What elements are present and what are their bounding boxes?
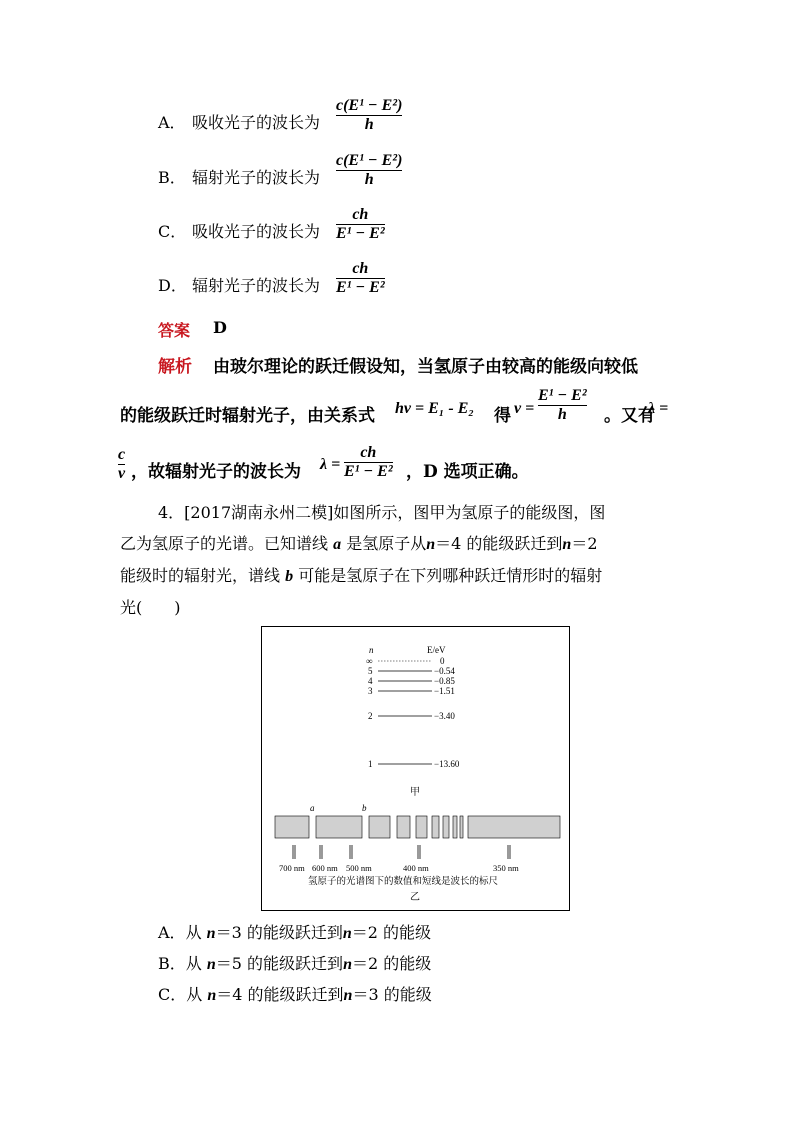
hydrogen-figure [261, 626, 570, 911]
question-4-line4: 光( ) [120, 598, 181, 617]
line-a-var: a [333, 536, 342, 553]
relation-formula: hν = E₁ - E₂ [395, 400, 474, 417]
explanation-line1: 由玻尔理论的跃迁假设知，当氢原子由较高的能级向较低 [213, 357, 638, 377]
option-b-fraction [336, 152, 402, 189]
explanation-line2-a: 的能级跃迁时辐射光子，由关系式 [120, 406, 375, 426]
spectrum-band [397, 816, 410, 838]
n-var: n [562, 536, 572, 553]
level-e-5: −0.54 [434, 666, 455, 676]
spectrum-band [316, 816, 362, 838]
scale-label-400: 400 nm [403, 863, 429, 873]
n-var: n [343, 956, 352, 973]
option-a-numerator: c(E¹ − E²) [336, 97, 403, 114]
lambda-fraction [344, 444, 393, 481]
q4-option-b-pre: 从 [185, 954, 202, 973]
level-n-inf: ∞ [366, 656, 373, 666]
answer-value: D [213, 318, 227, 337]
option-b-denominator: h [364, 171, 374, 188]
nu-numerator: E¹ − E² [538, 387, 587, 404]
nu-denominator: h [557, 406, 567, 423]
level-e-1: −13.60 [434, 759, 460, 769]
explanation-line3-b: ，D 选项正确。 [406, 462, 529, 482]
option-c-fraction [336, 206, 385, 243]
level-header-e: E/eV [427, 645, 446, 655]
hydrogen-figure-svg [262, 627, 569, 910]
option-c-letter: C． [158, 222, 187, 241]
spectrum-band [453, 816, 457, 838]
question-4-line2 [120, 529, 598, 560]
level-n-4: 4 [368, 676, 373, 686]
scale-markers [293, 845, 510, 859]
level-e-4: −0.85 [434, 676, 455, 686]
q4-option-c-letter: C． [158, 985, 187, 1004]
q4-option-b-letter: B． [158, 954, 186, 973]
answer-label: 答案 [158, 321, 191, 340]
scale-label-500: 500 nm [346, 863, 372, 873]
level-n-1: 1 [368, 759, 373, 769]
question-4-line2-d: ＝2 [571, 534, 598, 553]
spectrum-band [369, 816, 390, 838]
q4-option-a-letter: A． [158, 923, 186, 942]
question-4-line3-a: 能级时的辐射光，谱线 [120, 566, 281, 585]
lambda-numerator: ch [360, 444, 377, 461]
spectrum-band [275, 816, 309, 838]
option-b-letter: B． [158, 168, 186, 187]
question-4-line2-b: 是氢原子从 [346, 534, 427, 553]
lambda-denominator: E¹ − E² [344, 463, 393, 480]
explanation-line2-c: 。又有 [604, 406, 655, 426]
spectrum-caption: 氢原子的光谱图下的数值和短线是波长的标尺 [308, 877, 499, 887]
scale-label-350: 350 nm [493, 863, 519, 873]
level-header-n: n [369, 645, 374, 655]
spectrum-bands [275, 816, 560, 838]
scale-label-700: 700 nm [279, 863, 305, 873]
spectrum-band [432, 816, 439, 838]
question-4-line3 [120, 561, 602, 592]
q4-option-a-post: ＝2 的能级 [351, 923, 432, 942]
n-var: n [207, 987, 217, 1004]
q4-option-c-post: ＝3 的能级 [352, 985, 432, 1004]
nu-denominator-2: ν [118, 465, 126, 482]
lambda-equals-1: λ = [648, 400, 669, 417]
label-jia: 甲 [410, 787, 420, 798]
option-a-letter: A． [158, 113, 186, 132]
spectrum-band [460, 816, 463, 838]
spectrum-label-b: b [362, 803, 367, 813]
option-d-text: 辐射光子的波长为 [192, 276, 321, 295]
option-a-fraction [336, 97, 402, 134]
option-c-text: 吸收光子的波长为 [192, 222, 321, 241]
lambda-equals-2: λ = [320, 456, 341, 473]
nu-equals: ν = [514, 400, 535, 417]
explanation-line2-de: 得 [494, 406, 511, 426]
c-over-nu-fraction [118, 446, 125, 483]
explanation-label: 解析 [158, 357, 192, 377]
question-4-line3-b: 可能是氢原子在下列哪种跃迁情形时的辐射 [298, 566, 603, 585]
level-e-inf: 0 [440, 656, 445, 666]
option-b-numerator: c(E¹ − E²) [336, 152, 403, 169]
explanation-line3-a: ，故辐射光子的波长为 [131, 462, 301, 482]
spectrum-band [468, 816, 560, 838]
level-n-2: 2 [368, 711, 373, 721]
option-d-numerator: ch [352, 260, 369, 277]
spectrum-band [416, 816, 427, 838]
q4-option-a [158, 918, 431, 949]
q4-option-c-mid: ＝4 的能级跃迁到 [216, 985, 344, 1004]
n-var: n [206, 956, 216, 973]
q4-option-c [158, 980, 432, 1011]
n-var: n [206, 925, 216, 942]
q4-option-c-pre: 从 [186, 985, 203, 1004]
nu-fraction [538, 387, 587, 424]
option-b-text: 辐射光子的波长为 [192, 168, 321, 187]
option-d-denominator: E¹ − E² [336, 279, 385, 296]
level-e-3: −1.51 [434, 686, 455, 696]
option-d-fraction [336, 260, 385, 297]
n-var: n [343, 987, 353, 1004]
option-a-denominator: h [364, 116, 374, 133]
q4-option-a-mid: ＝3 的能级跃迁到 [215, 923, 343, 942]
question-4-line2-c: ＝4 的能级跃迁到 [435, 534, 563, 553]
scale-label-600: 600 nm [312, 863, 338, 873]
option-c-denominator: E¹ − E² [336, 225, 385, 242]
n-var: n [426, 536, 436, 553]
spectrum-label-a: a [310, 803, 315, 813]
level-n-3: 3 [368, 686, 373, 696]
line-b-var: b [285, 568, 294, 585]
option-d-letter: D． [158, 276, 187, 295]
q4-option-b-post: ＝2 的能级 [351, 954, 432, 973]
option-c-numerator: ch [352, 206, 369, 223]
q4-option-a-pre: 从 [185, 923, 202, 942]
question-4-line2-a: 乙为氢原子的光谱。已知谱线 [120, 534, 329, 553]
n-var: n [342, 925, 352, 942]
option-a-text: 吸收光子的波长为 [192, 113, 321, 132]
question-4-line1: 4．[2017湖南永州二模]如图所示，图甲为氢原子的能级图，图 [158, 503, 606, 522]
q4-option-b [158, 949, 431, 980]
level-n-5: 5 [368, 666, 373, 676]
label-yi: 乙 [410, 892, 420, 903]
spectrum-band [443, 816, 449, 838]
level-e-2: −3.40 [434, 711, 455, 721]
c-numerator: c [118, 446, 126, 463]
q4-option-b-mid: ＝5 的能级跃迁到 [215, 954, 344, 973]
